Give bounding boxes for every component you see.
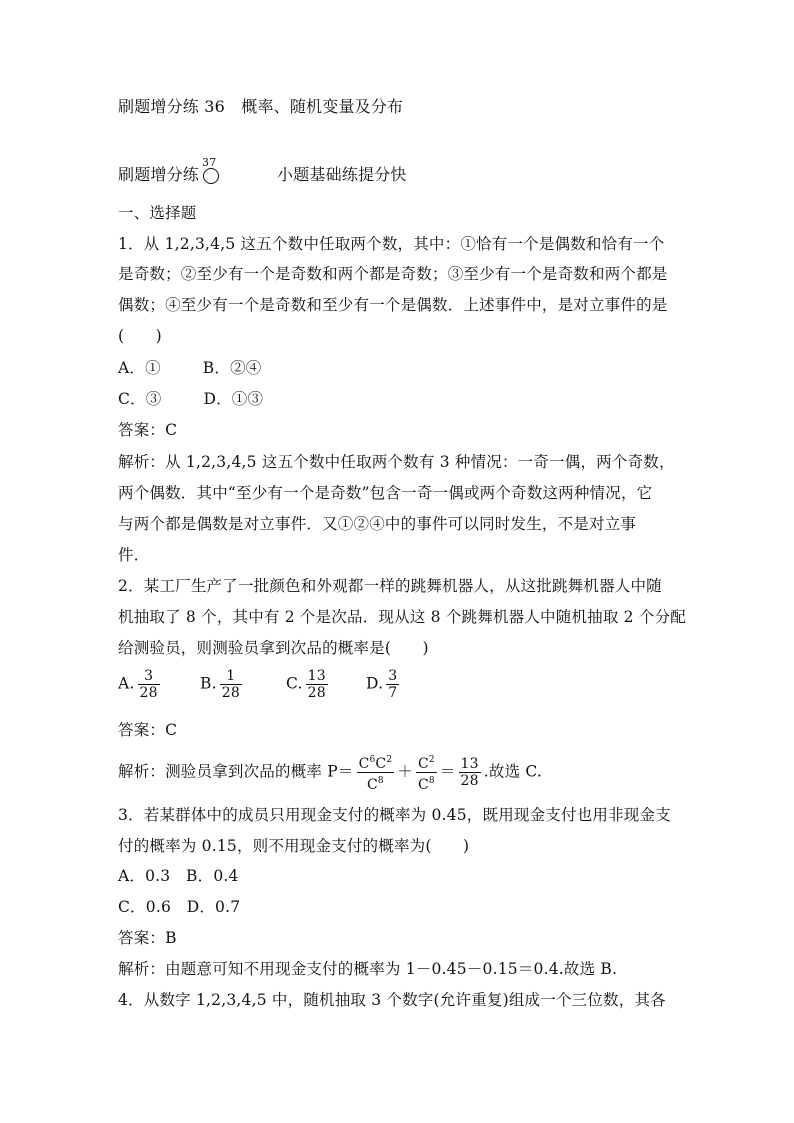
- q1-options-row-2: [118, 389, 678, 409]
- q1-option-b: B．②④: [202, 359, 262, 377]
- q1-option-c: C．③: [118, 390, 162, 408]
- subtitle-right: 小题基础练提分快: [277, 165, 407, 184]
- q2-option-c: C. $\frac{13}{28}$: [286, 668, 326, 701]
- q2-line-1: 2．某工厂生产了一批颜色和外观都一样的跳舞机器人，从这批跳舞机器人中随: [118, 577, 662, 595]
- fraction: $\frac{1}{28}$: [221, 668, 240, 701]
- q1-line-4: ( ): [118, 327, 162, 345]
- circled-number-icon: [201, 156, 223, 186]
- q3-line-1: 3．若某群体中的成员只用现金支付的概率为 0.45，既用现金支付也用非现金支: [118, 806, 671, 824]
- fraction: $\frac{C^6C^2}{C^8}$: [357, 752, 395, 793]
- subtitle-row: [118, 156, 678, 186]
- q1-analysis-2: 两个偶数．其中“至少有一个是奇数”包含一奇一偶或两个奇数这两种情况，它: [118, 484, 653, 502]
- fraction: $\frac{13}{28}$: [460, 756, 479, 789]
- fraction: $\frac{3}{28}$: [139, 668, 158, 701]
- q2-option-a: A. $\frac{3}{28}$: [118, 668, 158, 701]
- page-title: 刷题增分练 36 概率、随机变量及分布: [118, 97, 404, 116]
- q3-options-row-2: C．0.6 D．0.7: [118, 898, 241, 916]
- q1-analysis-4: 件．: [118, 546, 150, 564]
- q1-options-row-1: [118, 358, 678, 378]
- q3-answer: 答案：B: [118, 929, 177, 947]
- q4-line-1: 4．从数字 1,2,3,4,5 中，随机抽取 3 个数字(允许重复)组成一个三位数，其各: [118, 991, 666, 1009]
- q1-analysis-3: 与两个都是偶数是对立事件．又①②④中的事件可以同时发生，不是对立事: [118, 515, 637, 533]
- q2-line-2: 机抽取了 8 个，其中有 2 个是次品．现从这 8 个跳舞机器人中随机抽取 2 个分配: [118, 608, 686, 626]
- q2-analysis: 解析：测验员拿到次品的概率 P＝ $\frac{C^6C^2}{C^8}$ ＋ $\frac{C^2}{C^8}$ ＝ $\frac{13}{28}$ .故选 C.: [118, 752, 678, 792]
- q1-option-a: A．①: [118, 359, 161, 377]
- q2-options: [118, 668, 678, 708]
- q2-option-b: B. $\frac{1}{28}$: [200, 668, 240, 701]
- q1-analysis-1: 解析：从 1,2,3,4,5 这五个数中任取两个数有 3 种情况：一奇一偶，两个奇数，: [118, 453, 675, 471]
- q3-options-row-1: A．0.3 B．0.4: [118, 867, 239, 885]
- fraction: $\frac{3}{7}$: [388, 668, 398, 701]
- q1-line-2: 是奇数；②至少有一个是奇数和两个都是奇数；③至少有一个是奇数和两个都是: [118, 265, 668, 283]
- fraction: $\frac{13}{28}$: [307, 668, 326, 701]
- q3-line-2: 付的概率为 0.15，则不用现金支付的概率为( ): [118, 837, 470, 855]
- q1-answer: 答案：C: [118, 421, 178, 439]
- q1-option-d: D．①③: [203, 390, 264, 408]
- q1-line-3: 偶数；④至少有一个是奇数和至少有一个是偶数．上述事件中，是对立事件的是: [118, 296, 668, 314]
- q2-option-d: D. $\frac{3}{7}$: [366, 668, 398, 701]
- q1-line-1: 1．从 1,2,3,4,5 这五个数中任取两个数，其中：①恰有一个是偶数和恰有一个: [118, 235, 665, 253]
- circled-number: 37: [202, 156, 217, 169]
- q2-line-3: 给测验员，则测验员拿到次品的概率是( ): [118, 639, 429, 657]
- section-heading: 一、选择题: [118, 204, 197, 222]
- subtitle-left: 刷题增分练: [118, 165, 200, 184]
- fraction: $\frac{C^2}{C^8}$: [416, 752, 437, 793]
- q3-analysis: 解析：由题意可知不用现金支付的概率为 1－0.45－0.15＝0.4.故选 B.: [118, 960, 618, 978]
- q2-answer: 答案：C: [118, 721, 178, 739]
